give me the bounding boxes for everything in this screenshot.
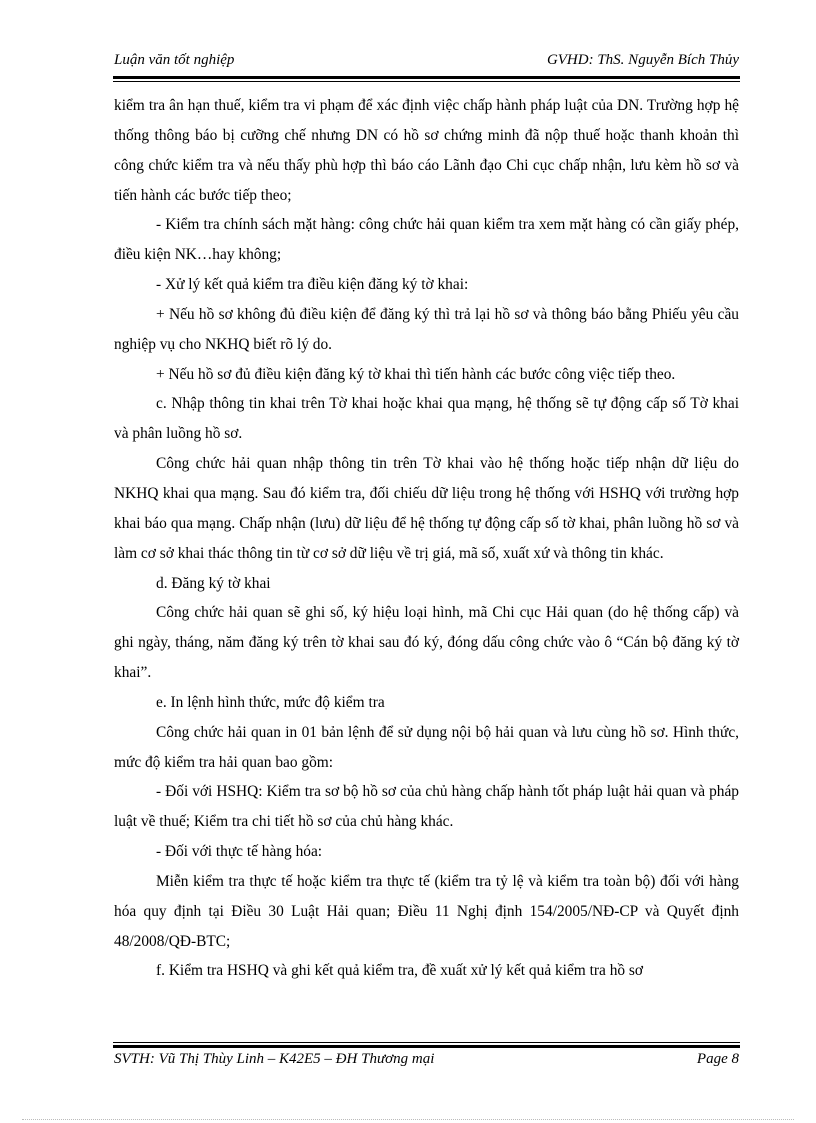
- header-rule-thin: [113, 81, 740, 82]
- footer-rule: [113, 1045, 740, 1048]
- footer-author: SVTH: Vũ Thị Thùy Linh – K42E5 – ĐH Thương mại: [114, 1051, 435, 1067]
- paragraph: Công chức hải quan nhập thông tin trên Tờ khai vào hệ thống hoặc tiếp nhận dữ liệu do NKHQ khai qua mạng. Sau đó kiểm tra, đối chiếu dữ liệu trong hệ thống với HSHQ với trường hợp khai báo qua mạng. Chấp nhận (lưu) dữ liệu để hệ thống tự động cấp số tờ khai, phân luồng hồ sơ và làm cơ sở khai thác thông tin từ cơ sở dữ liệu về trị giá, mã số, xuất xứ và thông tin khác.: [114, 455, 739, 562]
- section-heading: d. Đăng ký tờ khai: [156, 574, 271, 592]
- footer-rule-thin: [113, 1042, 740, 1043]
- paragraph: - Xử lý kết quả kiểm tra điều kiện đăng ký tờ khai:: [156, 276, 469, 294]
- page-header: [114, 52, 739, 76]
- section-heading: e. In lệnh hình thức, mức độ kiểm tra: [156, 693, 385, 711]
- paragraph: - Đối với thực tế hàng hóa:: [156, 843, 323, 861]
- paragraph: - Kiểm tra chính sách mặt hàng: công chức hải quan kiểm tra xem mặt hàng có cần giấy phép, điều kiện NK…hay không;: [114, 216, 739, 264]
- paragraph: + Nếu hồ sơ không đủ điều kiện để đăng ký thì trả lại hồ sơ và thông báo bằng Phiếu yêu cầu nghiệp vụ cho NKHQ biết rõ lý do.: [114, 305, 739, 353]
- paragraph: kiểm tra ân hạn thuế, kiểm tra vi phạm để xác định việc chấp hành pháp luật của DN. Trường hợp hệ thống thông báo bị cưỡng chế nhưng DN có hồ sơ chứng minh đã nộp thuế hoặc thanh khoản thì công chức kiểm tra và nếu thấy phù hợp thì báo cáo Lãnh đạo Chi cục chấp nhận, lưu kèm hồ sơ và tiến hành các bước tiếp theo;: [114, 97, 739, 204]
- page-footer: [114, 1051, 739, 1075]
- paragraph: Công chức hải quan in 01 bản lệnh để sử dụng nội bộ hải quan và lưu cùng hồ sơ. Hình thức, mức độ kiểm tra hải quan bao gồm:: [114, 723, 739, 771]
- header-rule: [113, 76, 740, 79]
- header-thesis-title: Luận văn tốt nghiệp: [114, 52, 235, 68]
- paragraph: + Nếu hồ sơ đủ điều kiện đăng ký tờ khai thì tiến hành các bước công việc tiếp theo.: [156, 365, 676, 383]
- paragraph: Miễn kiểm tra thực tế hoặc kiểm tra thực tế (kiểm tra tỷ lệ và kiểm tra toàn bộ) đối với hàng hóa quy định tại Điều 30 Luật Hải quan; Điều 11 Nghị định 154/2005/NĐ-CP và Quyết định 48/2008/QĐ-BTC;: [114, 872, 739, 950]
- header-supervisor: GVHD: ThS. Nguyễn Bích Thủy: [546, 52, 739, 68]
- paragraph: f. Kiểm tra HSHQ và ghi kết quả kiểm tra, đề xuất xử lý kết quả kiểm tra hồ sơ: [156, 962, 644, 980]
- paragraph: c. Nhập thông tin khai trên Tờ khai hoặc khai qua mạng, hệ thống sẽ tự động cấp số Tờ khai và phân luồng hồ sơ.: [114, 395, 739, 443]
- paragraph: - Đối với HSHQ: Kiểm tra sơ bộ hồ sơ của chủ hàng chấp hành tốt pháp luật hải quan và pháp luật về thuế; Kiểm tra chi tiết hồ sơ của chủ hàng khác.: [114, 783, 739, 831]
- page-number: Page 8: [696, 1051, 739, 1067]
- page-edge-divider: [22, 1119, 794, 1120]
- page-body: [114, 91, 739, 986]
- paragraph: Công chức hải quan sẽ ghi số, ký hiệu loại hình, mã Chi cục Hải quan (do hệ thống cấp) và ghi ngày, tháng, năm đăng ký trên tờ khai sau đó ký, đóng dấu công chức vào ô “Cán bộ đăng ký tờ khai”.: [114, 604, 739, 682]
